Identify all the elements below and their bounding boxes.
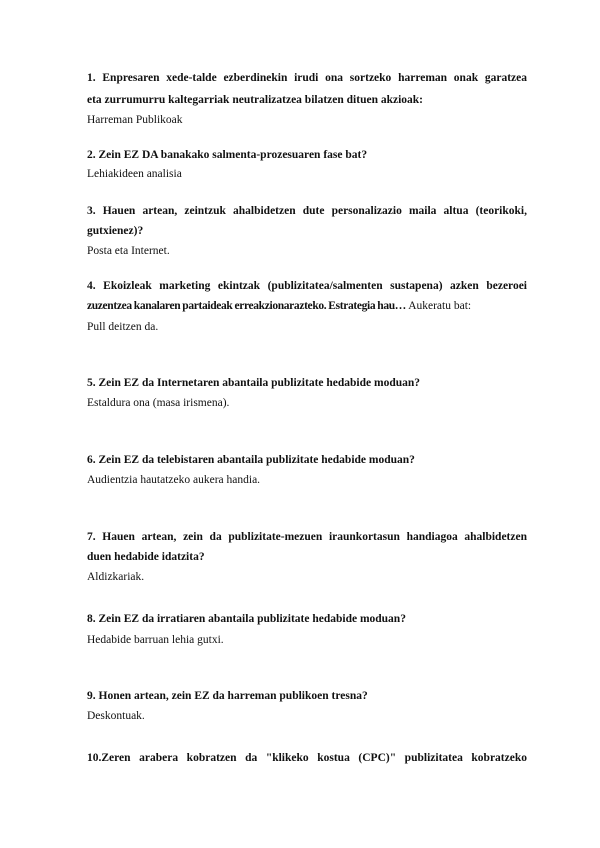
- answer-6: Audientzia hautatzeko aukera handia.: [87, 474, 261, 486]
- question-4-line-2: zuzentzea kanalaren partaideak erreakzionarazteko. Estrategia hau…: [87, 300, 406, 312]
- question-1-line-2: eta zurrumurru kaltegarriak neutralizatzea bilatzen dituen akzioak:: [87, 94, 424, 106]
- answer-5: Estaldura ona (masa irismena).: [87, 397, 230, 409]
- question-6-line-1: 6. Zein EZ da telebistaren abantaila publizitate hedabide moduan?: [87, 454, 415, 466]
- question-5-line-1: 5. Zein EZ da Internetaren abantaila publizitate hedabide moduan?: [87, 377, 421, 389]
- question-4-line-2-row: [87, 299, 527, 313]
- answer-7: Aldizkariak.: [87, 571, 145, 583]
- answer-9: Deskontuak.: [87, 710, 145, 722]
- question-7-line-2: duen hedabide idatzita?: [87, 551, 205, 563]
- question-10-line-1: 10.Zeren arabera kobratzen da "klikeko kostua (CPC)" publizitatea kobratzeko: [87, 752, 527, 764]
- answer-1: Harreman Publikoak: [87, 114, 183, 126]
- question-1-line-1: 1. Enpresaren xede-talde ezberdinekin irudi ona sortzeko harreman onak garatzea: [87, 72, 527, 84]
- question-9-line-1: 9. Honen artean, zein EZ da harreman publikoen tresna?: [87, 690, 368, 702]
- answer-4: Pull deitzen da.: [87, 321, 159, 333]
- question-2-line-1: 2. Zein EZ DA banakako salmenta-prozesuaren fase bat?: [87, 149, 368, 161]
- question-8-line-1: 8. Zein EZ da irratiaren abantaila publizitate hedabide moduan?: [87, 613, 406, 625]
- question-4-answer-prefix: Aukeratu bat:: [408, 300, 472, 312]
- answer-2: Lehiakideen analisia: [87, 168, 182, 180]
- question-3-line-2: gutxienez)?: [87, 225, 144, 237]
- answer-3: Posta eta Internet.: [87, 245, 170, 257]
- question-4-line-1: 4. Ekoizleak marketing ekintzak (publizitatea/salmenten sustapena) azken bezeroei: [87, 280, 527, 292]
- question-7-line-1: 7. Hauen artean, zein da publizitate-mezuen iraunkortasun handiagoa ahalbidetzen: [87, 531, 527, 543]
- question-3-line-1: 3. Hauen artean, zeintzuk ahalbidetzen dute personalizazio maila altua (teorikoki,: [87, 205, 527, 217]
- answer-8: Hedabide barruan lehia gutxi.: [87, 634, 224, 646]
